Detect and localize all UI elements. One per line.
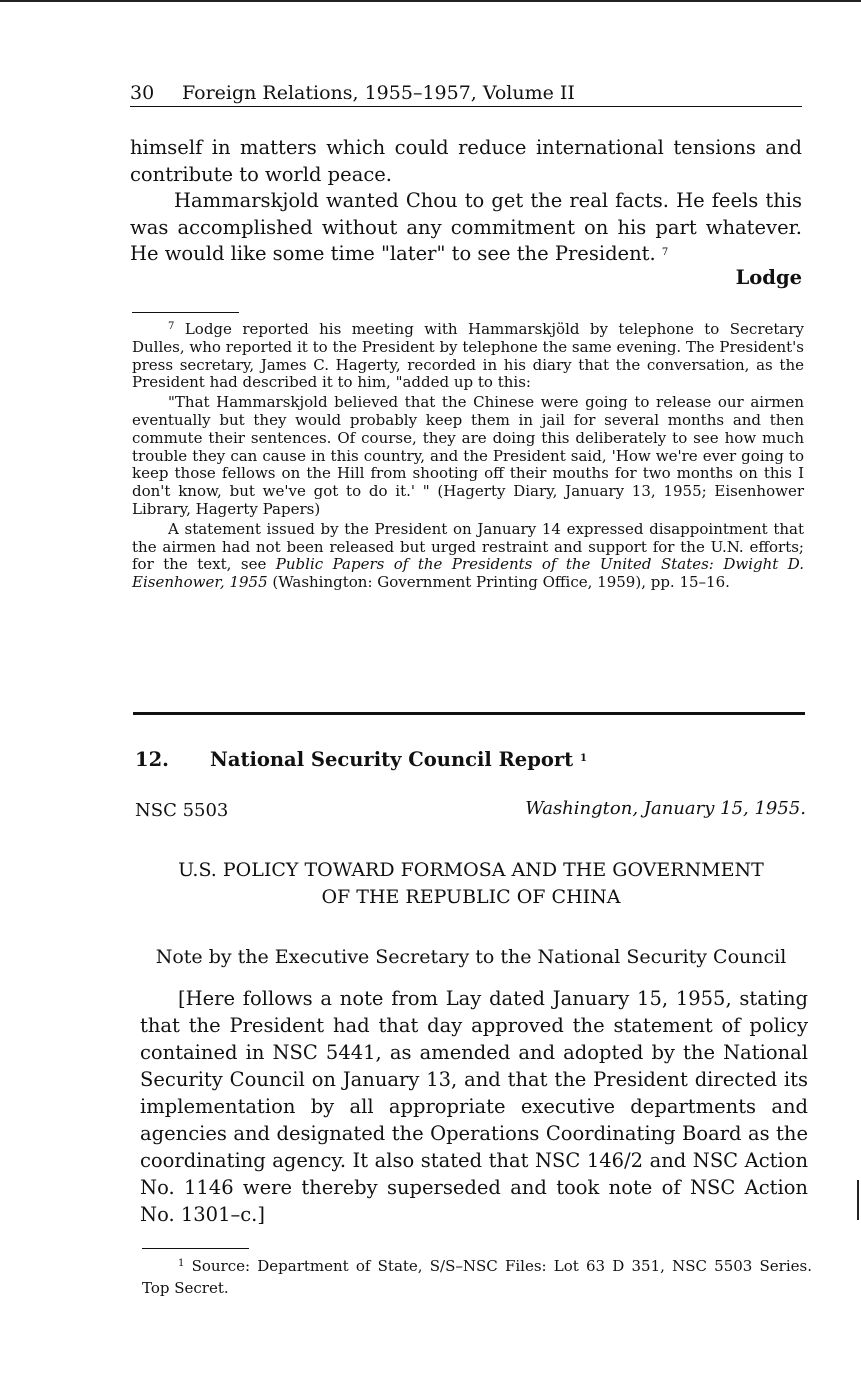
footnote-7-para-3 [132, 521, 804, 592]
document-title [210, 748, 587, 771]
note-title: Note by the Executive Secretary to the National Security Council [155, 946, 787, 968]
dateline: Washington, January 15, 1955. [525, 798, 806, 819]
footnote-7-marker: 7 [168, 321, 175, 332]
volume-title: Foreign Relations, 1955–1957, Volume II [182, 82, 575, 104]
section-divider [133, 712, 805, 715]
document-title-text: National Security Council Report [210, 748, 574, 771]
policy-heading [135, 857, 807, 911]
running-header [130, 82, 802, 104]
footnote-7 [132, 321, 804, 592]
document-number: 12. [135, 748, 169, 771]
footnote-7-para-1 [132, 321, 804, 392]
page-number: 30 [130, 82, 155, 104]
footnote-1-text [142, 1255, 812, 1299]
footnote-rule-2 [142, 1248, 249, 1249]
footnote-7-para-3-text: A statement issued by the President on January 14 expressed disappointment that the airmen had not been released but urged restraint and support for the U.N. efforts; for the text, see [132, 519, 804, 574]
continued-text [130, 135, 802, 268]
paragraph-1: himself in matters which could reduce international tensions and contribute to world peace. [130, 136, 802, 186]
publication-title: Public Papers of the Presidents of the United States: Dwight D. Eisenhower, 1955 [132, 555, 804, 592]
footnote-1-body: Source: Department of State, S/S–NSC Files: Lot 63 D 351, NSC 5503 Series. Top Secret. [142, 1257, 812, 1297]
paragraph-2 [130, 188, 802, 268]
policy-heading-line-2: OF THE REPUBLIC OF CHINA [321, 886, 621, 908]
edge-mark [857, 1180, 859, 1220]
policy-heading-line-1: U.S. POLICY TOWARD FORMOSA AND THE GOVERNMENT [178, 859, 764, 881]
header-rule [130, 106, 802, 107]
footnote-ref-7: 7 [661, 247, 669, 258]
top-edge-line [0, 0, 861, 2]
note-body: [Here follows a note from Lay dated January 15, 1955, stating that the President had that day approved the statement of policy contained in NSC 5441, as amended and adopted by the National Security Council on January 13, and that the President directed its implementation by all appropriate executive departments and agencies and designated the Operations Coordinating Board as the coordinating agency. It also stated that NSC 146/2 and NSC Action No. 1146 were thereby superseded and took note of NSC Action No. 1301–c.] [140, 987, 808, 1226]
paragraph-2-text: Hammarskjold wanted Chou to get the real facts. He feels this was accomplished without any commitment on his part whatever. He would like some time "later" to see the President. [130, 189, 802, 265]
footnote-ref-1: 1 [579, 753, 587, 764]
footnote-1-marker: 1 [178, 1258, 185, 1269]
signature: Lodge [735, 266, 802, 289]
footnote-1 [142, 1255, 812, 1299]
footnote-7-para-3-end: (Washington: Government Printing Office, 1959), pp. 15–16. [272, 573, 730, 592]
footnote-rule [132, 312, 239, 313]
footnote-7-para-1-text: Lodge reported his meeting with Hammarskjöld by telephone to Secretary Dulles, who reported it to the President by telephone the same evening. The President's press secretary, James C. Hagerty, recorded in his diary that the conversation, as the President had described it to him, "added up to this: [132, 320, 804, 392]
footnote-7-para-2: "That Hammarskjold believed that the Chinese were going to release our airmen eventually but they would probably keep them in jail for several months and then commute their sentences. Of course, they are doing this deliberately to see how much trouble they can cause in this country, and the President said, 'How we're ever going to keep those fellows on the Hill from shooting off their mouths for two months on this I don't know, but we've got to do it.' " (Hagerty Diary, January 13, 1955; Eisenhower Library, Hagerty Papers) [132, 393, 804, 518]
nsc-identifier: NSC 5503 [135, 800, 229, 821]
